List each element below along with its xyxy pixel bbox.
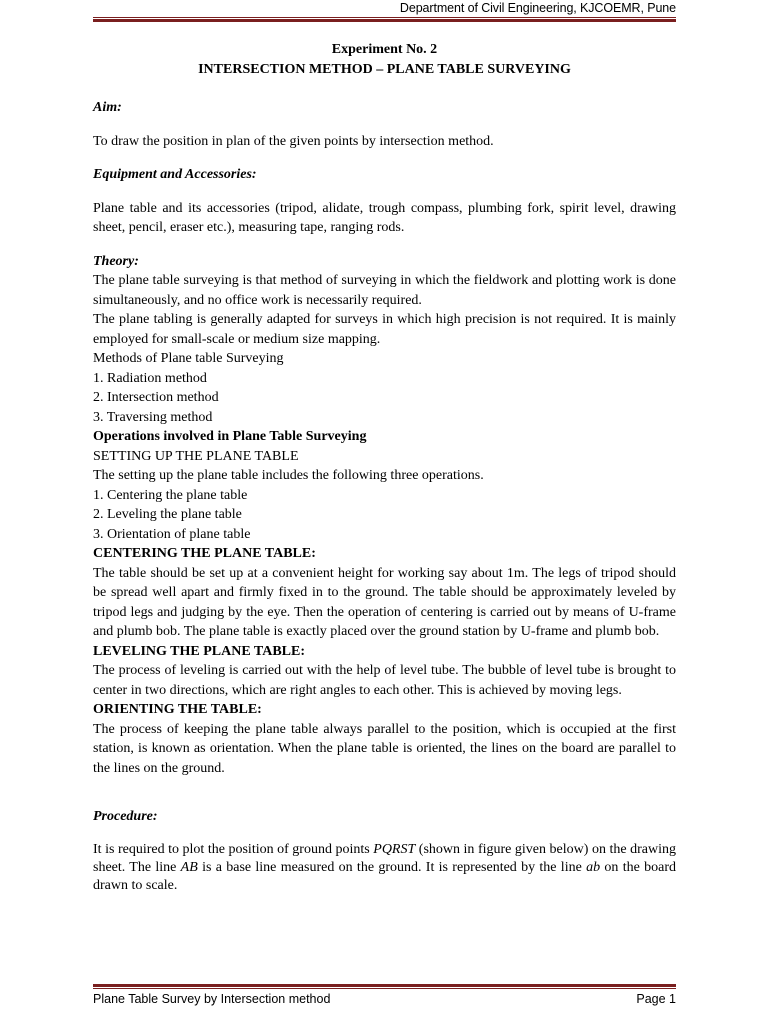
procedure-text-part-4: on the board drawn to scale. <box>93 859 676 893</box>
method-item: 2. Intersection method <box>93 390 219 405</box>
method-item: 1. Radiation method <box>93 370 207 386</box>
leveling-heading: LEVELING THE PLANE TABLE: <box>93 643 306 659</box>
theory-heading: Theory: <box>93 253 139 269</box>
var-ab-upper: AB <box>180 859 198 875</box>
footer-rule-thin <box>93 988 676 989</box>
orienting-heading: ORIENTING THE TABLE: <box>93 702 262 717</box>
equipment-text: Plane table and its accessories (tripod, alidate, trough compass, plumbing fork, spirit level, drawing sheet, pencil, eraser etc.), measuring tape, ranging rods. <box>93 200 676 235</box>
footer-rule-thick <box>93 984 676 987</box>
setting-up-intro: The setting up the plane table includes the following three operations. <box>93 468 484 483</box>
leveling-text: The process of leveling is carried out with the help of level tube. The bubble of level tube is brought to center in two directions, which are right angles to each other. This is achieved by moving legs. <box>93 663 676 698</box>
header-rule-thick <box>93 19 676 22</box>
document-body <box>93 40 676 895</box>
header-rule-thin <box>93 17 676 18</box>
operations-heading: Operations involved in Plane Table Surveying <box>93 429 367 444</box>
setting-up-heading: SETTING UP THE PLANE TABLE <box>93 448 299 464</box>
centering-text: The table should be set up at a convenient height for working say about 1m. The legs of tripod should be spread well apart and firmly fixed in to the ground. The table should be approximately leveled by tripod legs and judging by the eye. Then the operation of centering is carried out by means of U-frame and plumb bob. The plane table is exactly placed over the ground station by U-frame and plumb bob. <box>93 565 676 639</box>
orienting-text: The process of keeping the plane table always parallel to the position, which is occupied at the first station, is known as orientation. When the plane table is oriented, the lines on the board are parallel to the lines on the ground. <box>93 721 676 776</box>
operation-item: 2. Leveling the plane table <box>93 507 242 522</box>
theory-para-2: The plane tabling is generally adapted for surveys in which high precision is not required. It is mainly employed for small-scale or medium size mapping. <box>93 312 676 347</box>
footer-document-title: Plane Table Survey by Intersection method <box>93 992 331 1006</box>
var-ab-lower: ab <box>586 859 601 875</box>
var-pqrst: PQRST <box>373 841 416 857</box>
procedure-text <box>93 841 676 895</box>
aim-heading: Aim: <box>93 100 122 115</box>
experiment-title: INTERSECTION METHOD – PLANE TABLE SURVEYING <box>198 61 571 77</box>
footer-page-number: Page 1 <box>636 992 676 1006</box>
aim-text: To draw the position in plan of the given points by intersection method. <box>93 133 494 149</box>
experiment-number: Experiment No. 2 <box>331 42 438 57</box>
procedure-text-part-3: is a base line measured on the ground. It is represented by the line <box>197 859 587 875</box>
theory-para-1: The plane table surveying is that method of surveying in which the fieldwork and plotting work is done simultaneously, and no office work is necessarily required. <box>93 273 676 308</box>
procedure-heading: Procedure: <box>93 809 158 824</box>
operation-item: 1. Centering the plane table <box>93 487 248 503</box>
methods-heading: Methods of Plane table Surveying <box>93 351 284 366</box>
centering-heading: CENTERING THE PLANE TABLE: <box>93 546 316 561</box>
operation-item: 3. Orientation of plane table <box>93 526 251 542</box>
procedure-text-part-2: (shown in figure given below) on the drawing sheet. The line <box>93 841 676 875</box>
method-item: 3. Traversing method <box>93 409 213 425</box>
equipment-heading: Equipment and Accessories: <box>93 167 257 182</box>
procedure-text-part-1: It is required to plot the position of ground points <box>93 841 374 857</box>
header-department: Department of Civil Engineering, KJCOEMR, Pune <box>399 1 676 15</box>
